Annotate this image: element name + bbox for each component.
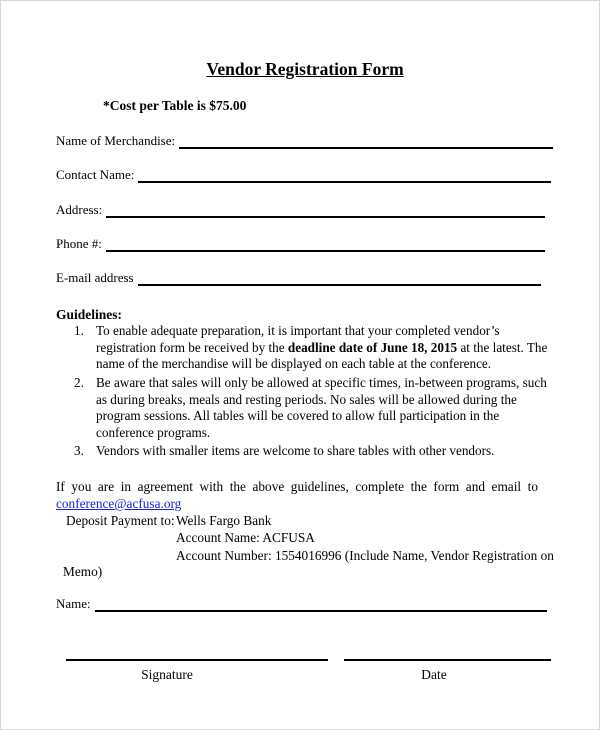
email-label: E-mail address xyxy=(56,270,134,285)
guideline-text xyxy=(96,323,554,373)
guidelines-heading: Guidelines: xyxy=(56,307,123,322)
phone-label: Phone #: xyxy=(56,236,102,251)
guideline-text-part: To enable adequate preparation, it is important that your completed vendor’s registration form be received by the xyxy=(96,323,500,355)
name-label: Name: xyxy=(56,596,91,611)
name-blank-line[interactable] xyxy=(95,598,547,612)
guideline-text: Vendors with smaller items are welcome to share tables with other vendors. xyxy=(96,443,495,458)
phone-blank-line[interactable] xyxy=(106,238,545,252)
guideline-item xyxy=(74,375,554,441)
deposit-label: Deposit Payment to: xyxy=(66,513,175,528)
deposit-bank: Wells Fargo Bank xyxy=(176,513,272,528)
guideline-number: 3. xyxy=(74,443,84,458)
guideline-number: 1. xyxy=(74,323,84,338)
agreement-text: If you are in agreement with the above guidelines, complete the form and email to xyxy=(56,479,538,494)
deposit-account-number: Account Number: 1554016996 (Include Name, Vendor Registration on xyxy=(176,548,554,563)
guideline-text-part: at the latest. The name of the merchandise will be displayed on each table at the conference. xyxy=(96,339,548,372)
agreement-paragraph xyxy=(56,478,538,512)
guideline-number: 2. xyxy=(74,375,84,390)
date-label: Date xyxy=(421,667,447,682)
address-blank-line[interactable] xyxy=(106,204,545,218)
merchandise-field[interactable] xyxy=(56,131,553,149)
signature-label: Signature xyxy=(141,667,193,682)
date-line[interactable] xyxy=(344,659,551,661)
address-field[interactable] xyxy=(56,200,545,218)
deposit-memo: Memo) xyxy=(63,564,103,579)
deadline-date: deadline date of June 18, 2015 xyxy=(287,339,458,355)
contact-name-blank-line[interactable] xyxy=(138,169,551,183)
guideline-text: Be aware that sales will only be allowed at specific times, in-between programs, such as during breaks, meals and resting periods. No sales will be allowed during the program sessions. All tables will be covered to allow full participation in the conference programs. xyxy=(96,375,547,440)
contact-name-field[interactable] xyxy=(56,165,551,183)
phone-field[interactable] xyxy=(56,234,545,252)
contact-name-label: Contact Name: xyxy=(56,167,135,182)
guideline-item xyxy=(74,323,554,373)
cost-note: *Cost per Table is $75.00 xyxy=(103,98,247,113)
conference-email-link[interactable]: conference@acfusa.org xyxy=(56,496,182,511)
address-label: Address: xyxy=(56,202,103,217)
email-blank-line[interactable] xyxy=(138,272,541,286)
signature-line[interactable] xyxy=(66,659,328,661)
email-field[interactable] xyxy=(56,268,541,286)
name-field[interactable] xyxy=(56,594,547,612)
merchandise-label: Name of Merchandise: xyxy=(56,133,176,148)
form-title: Vendor Registration Form xyxy=(206,59,404,79)
merchandise-blank-line[interactable] xyxy=(179,135,553,149)
guideline-item xyxy=(74,443,554,460)
deposit-account-name: Account Name: ACFUSA xyxy=(176,530,315,545)
